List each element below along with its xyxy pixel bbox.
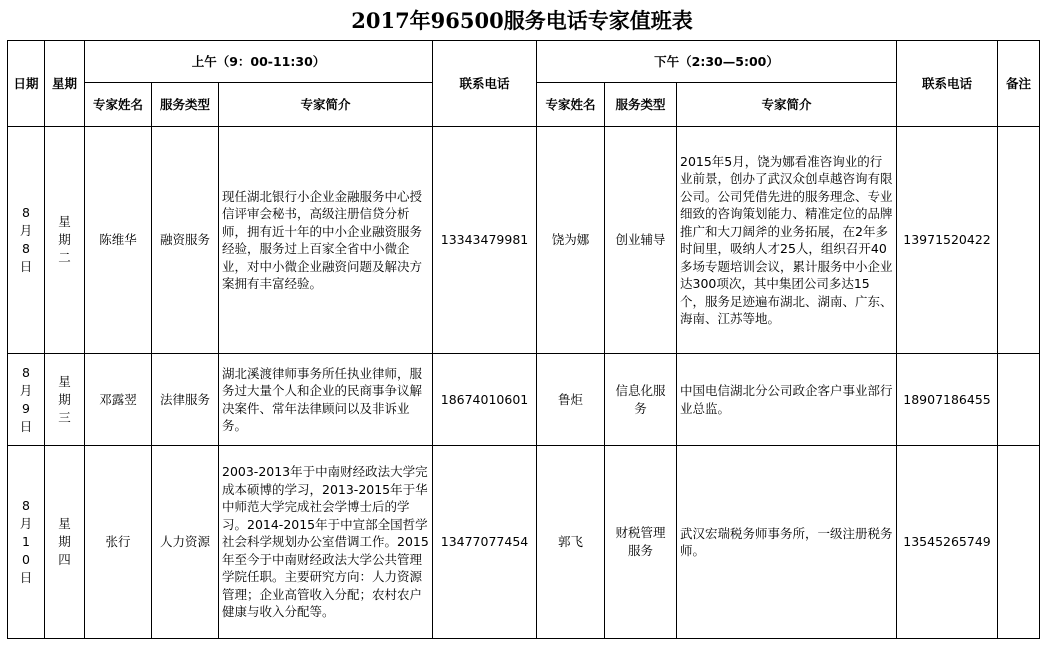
- pm-contact-phone: 18907186455: [897, 354, 998, 446]
- header-afternoon: 下午（2:30—5:00）: [537, 41, 897, 83]
- am-expert-name: 陈维华: [85, 127, 152, 354]
- date-value: 8月9日: [19, 364, 33, 434]
- pm-expert-intro: 中国电信湖北分公司政企客户事业部行业总监。: [677, 354, 897, 446]
- remark-cell: [998, 446, 1040, 639]
- date-value: 8月10日: [19, 498, 33, 585]
- pm-service-type: [605, 354, 677, 446]
- weekday-value: 星期三: [58, 373, 71, 425]
- header-morning-contact: 联系电话: [433, 41, 537, 127]
- remark-cell: [998, 127, 1040, 354]
- header-pm-expert-name: 专家姓名: [537, 83, 605, 127]
- pm-expert-intro: 2015年5月，饶为娜看准咨询业的行业前景，创办了武汉众创卓越咨询有限公司。公司凭借先进的服务理念、专业细致的咨询策划能力、精准定位的品牌推广和大刀阔斧的业务拓展，在2年多时间里，吸纳人才25人，组织召开40多场专题培训会议，累计服务中小企业达300项次，其中集团公司多达15个，服务足迹遍布湖北、湖南、广东、海南、江苏等地。: [677, 127, 897, 354]
- am-expert-intro: 湖北溪渡律师事务所任执业律师，服务过大量个人和企业的民商事争议解决案件、常年法律顾问以及非诉业务。: [219, 354, 433, 446]
- header-afternoon-contact: 联系电话: [897, 41, 998, 127]
- header-pm-service-type: 服务类型: [605, 83, 677, 127]
- am-expert-name: 张行: [85, 446, 152, 639]
- header-pm-expert-intro: 专家简介: [677, 83, 897, 127]
- am-expert-intro: 现任湖北银行小企业金融服务中心授信评审会秘书，高级注册信贷分析师，拥有近十年的中小企业融资服务经验，服务过上百家全省中小微企业，对中小微企业融资问题及解决方案拥有丰富经验。: [219, 127, 433, 354]
- weekday-cell: [45, 354, 85, 446]
- header-row-1: [8, 41, 1040, 83]
- header-weekday: 星期: [45, 41, 85, 127]
- weekday-cell: [45, 127, 85, 354]
- date-cell: [8, 446, 45, 639]
- am-expert-intro: 2003-2013年于中南财经政法大学完成本硕博的学习，2013-2015年于华中师范大学完成社会学博士后的学习。2014-2015年于中宣部全国哲学社会科学规划办公室借调工作。2015年至今于中南财经政法大学公共管理学院任职。主要研究方向：人力资源管理；企业高管收入分配；农村农户健康与收入分配等。: [219, 446, 433, 639]
- header-morning: 上午（9：00-11:30）: [85, 41, 433, 83]
- am-service-type: 融资服务: [152, 127, 219, 354]
- pm-service-type-value: 财税管理服务: [615, 525, 666, 558]
- pm-service-type: [605, 446, 677, 639]
- weekday-value: 星期二: [58, 214, 71, 265]
- pm-expert-name: 鲁炬: [537, 354, 605, 446]
- pm-expert-intro: 武汉宏瑞税务师事务所，一级注册税务师。: [677, 446, 897, 639]
- weekday-cell: [45, 446, 85, 639]
- table-row: [8, 446, 1040, 639]
- sheet-title: 2017年96500服务电话专家值班表: [351, 8, 693, 33]
- am-contact-phone: 13343479981: [433, 127, 537, 354]
- pm-service-type: 创业辅导: [605, 127, 677, 354]
- table-row: [8, 127, 1040, 354]
- header-am-expert-name: 专家姓名: [85, 83, 152, 127]
- weekday-value: 星期四: [58, 516, 71, 567]
- am-contact-phone: 18674010601: [433, 354, 537, 446]
- date-cell: [8, 127, 45, 354]
- pm-expert-name: 郭飞: [537, 446, 605, 639]
- remark-cell: [998, 354, 1040, 446]
- am-service-type: 法律服务: [152, 354, 219, 446]
- am-service-type: 人力资源: [152, 446, 219, 639]
- schedule-table: [7, 40, 1040, 639]
- date-value: 8月8日: [19, 205, 33, 274]
- pm-expert-name: 饶为娜: [537, 127, 605, 354]
- header-am-expert-intro: 专家简介: [219, 83, 433, 127]
- pm-contact-phone: 13545265749: [897, 446, 998, 639]
- pm-service-type-value: 信息化服务: [615, 382, 666, 416]
- header-date: 日期: [8, 41, 45, 127]
- pm-contact-phone: 13971520422: [897, 127, 998, 354]
- table-row: [8, 354, 1040, 446]
- date-cell: [8, 354, 45, 446]
- header-am-service-type: 服务类型: [152, 83, 219, 127]
- am-contact-phone: 13477077454: [433, 446, 537, 639]
- header-remark: 备注: [998, 41, 1040, 127]
- am-expert-name: 邓露翌: [85, 354, 152, 446]
